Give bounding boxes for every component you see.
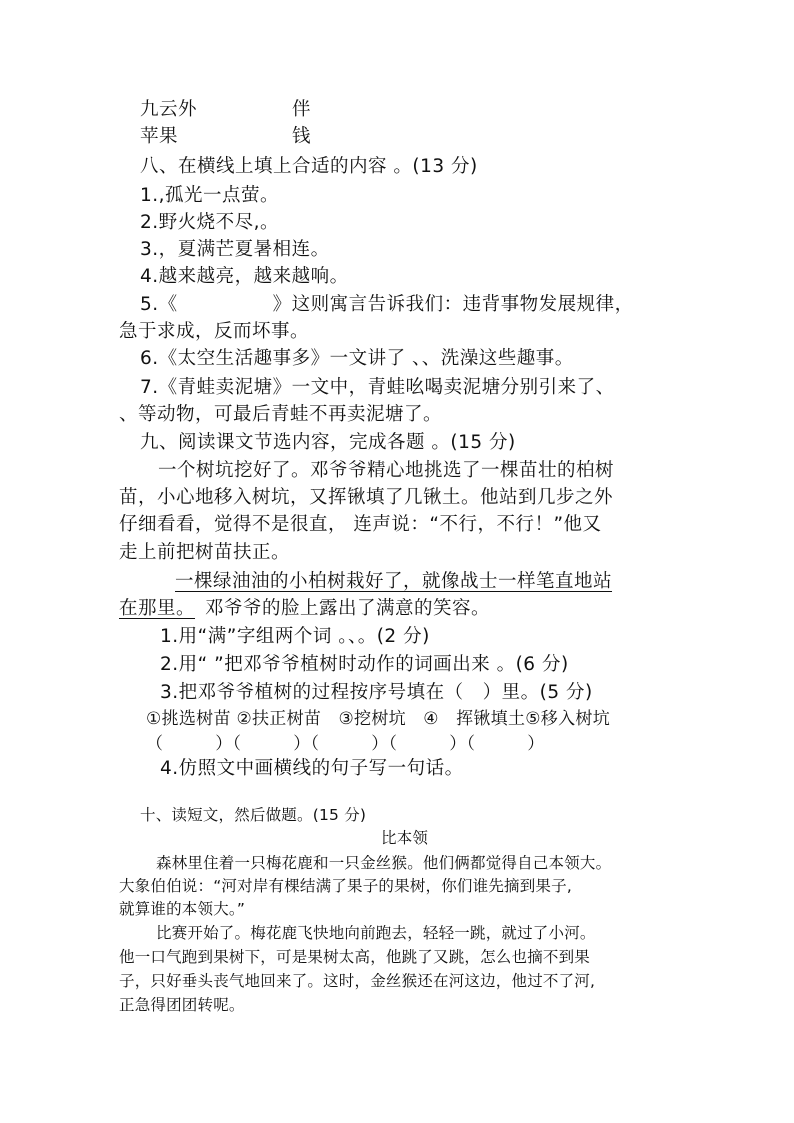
question-line: 3.把邓爷爷植树的过程按序号填在（ ）里。(5 分) [160, 682, 593, 703]
section-9-heading: 九、阅读课文节选内容，完成各题 。(15 分) [140, 432, 516, 453]
word-item: 苹果 [140, 126, 179, 147]
answer-brackets: （ ）（ ）（ ）（ ）（ ） [146, 734, 545, 754]
story-line: 就算谁的本领大。” [119, 900, 246, 918]
story-line: 森林里住着一只梅花鹿和一只金丝猴。他们俩都觉得自己本领大。 [156, 854, 612, 872]
word-item: 伴 [292, 99, 312, 120]
story-line: 他一口气跑到果树下，可是果树太高，他跳了又跳，怎么也摘不到果 [119, 948, 591, 966]
story-title: 比本领 [381, 829, 429, 847]
word-item: 钱 [292, 126, 312, 147]
story-line: 比赛开始了。梅花鹿飞快地向前跑去，轻轻一跳，就过了小河。 [156, 924, 596, 942]
section-8-heading: 八、在横线上填上合适的内容 。(13 分) [140, 156, 478, 177]
steps-list: ①挑选树苗 ②扶正树苗 ③挖树坑 ④ 挥锹填土⑤移入树坑 [146, 709, 611, 729]
question-line: 1.用“满”字组两个词 。、。(2 分) [160, 626, 430, 647]
word-item: 九云外 [140, 99, 198, 120]
question-line: 2.野火烧不尽,。 [140, 212, 280, 233]
story-line: 子，只好垂头丧气地回来了。这时，金丝猴还在河这边，他过不了河, [119, 972, 596, 990]
underlined-sentence: 一棵绿油油的小柏树栽好了，就像战士一样笔直地站 [175, 571, 613, 592]
question-line: 1.,孤光一点萤。 [140, 185, 280, 206]
question-line: 、等动物，可最后青蛙不再卖泥塘了。 [119, 404, 443, 425]
question-line: 5.《 》这则寓言告诉我们：违背事物发展规律， [140, 294, 634, 315]
passage-line: 邓爷爷的脸上露出了满意的笑容。 [205, 598, 491, 619]
question-line: 2.用“ ”把邓爷爷植树时动作的词画出来 。(6 分) [160, 654, 569, 675]
story-line: 正急得团团转呢。 [119, 996, 245, 1014]
question-line: 急于求成，反而坏事。 [119, 321, 310, 342]
question-line: 7.《青蛙卖泥塘》一文中，青蛙吆喝卖泥塘分别引来了、 [140, 377, 615, 398]
question-line: 4.越来越亮，越来越响。 [140, 266, 349, 287]
question-line: 6.《太空生活趣事多》一文讲了 、、洗澡这些趣事。 [140, 348, 574, 369]
section-10-heading: 十、读短文，然后做题。(15 分) [140, 806, 367, 824]
question-line: 3.，夏满芒夏暑相连。 [140, 239, 330, 260]
passage-line: 苗，小心地移入树坑，又挥锹填了几锹土。他站到几步之外 [119, 487, 614, 508]
passage-line: 走上前把树苗扶正。 [119, 542, 291, 563]
story-line: 大象伯伯说：“河对岸有棵结满了果子的果树，你们谁先摘到果子, [119, 877, 572, 895]
question-line: 4.仿照文中画横线的句子写一句话。 [160, 758, 464, 779]
passage-line: 仔细看看，觉得不是很直， 连声说：“不行，不行！”他又 [119, 514, 602, 535]
underlined-sentence: 在那里。 [119, 598, 196, 619]
passage-line: 一个树坑挖好了。邓爷爷精心地挑选了一棵苗壮的柏树 [158, 460, 615, 481]
